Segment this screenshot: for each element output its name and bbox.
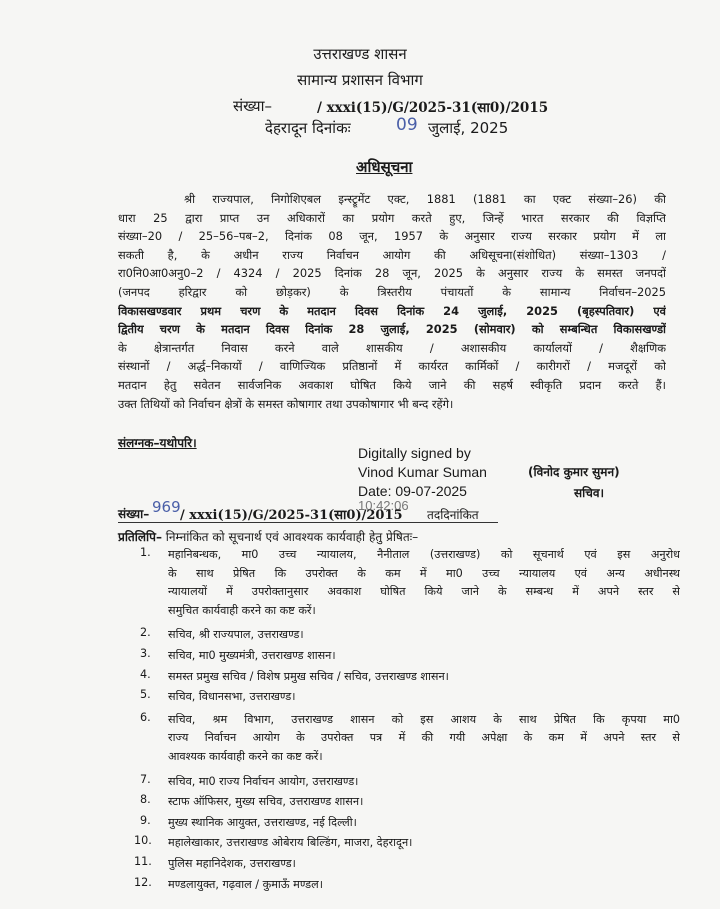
list-item — [140, 688, 680, 707]
copy-number-label: संख्या– — [118, 507, 150, 521]
body-line: द्वितीय चरण के मतदान दिवस दिनांक 28 जुलाई, 2025 (सोमवार) को सम्बन्धित विकासखण्डों — [118, 322, 666, 337]
body-line: रा0नि0आ0अनु0–2 / 4324 / 2025 दिनांक 28 जून, 2025 के अनुसार राज्य के समस्त जनपदों — [118, 266, 666, 281]
place-date-label: देहरादून दिनांकः — [265, 119, 351, 137]
copy-intro-label: प्रतिलिपि– — [118, 530, 162, 544]
list-item-line: समस्त प्रमुख सचिव / विशेष प्रमुख सचिव / सचिव, उत्तराखण्ड शासन। — [168, 669, 449, 683]
list-item — [140, 773, 680, 792]
digital-signature-date: Date: 09-07-2025 — [358, 483, 467, 499]
body-line: सकती है, के अधीन राज्य निर्वाचन आयोग की अधिसूचना(संशोधित) संख्या–1303 / — [118, 247, 666, 262]
list-item-line: सचिव, मा0 राज्य निर्वाचन आयोग, उत्तराखण्ड। — [168, 774, 359, 788]
body-line: संस्थानों / अर्द्ध–निकायों / वाणिज्यिक प्रतिष्ठानों में कार्यरत कार्मिकों / कारीगरों / मजदूरों को — [118, 359, 666, 374]
list-item — [134, 854, 680, 874]
copy-date-suffix: तददिनांकित — [427, 508, 479, 522]
list-item-number: 2. — [140, 626, 151, 640]
list-item-number: 6. — [140, 710, 151, 724]
list-item-line: मण्डलायुक्त, गढ़वाल / कुमाऊँ मण्डल। — [168, 877, 323, 891]
list-item-line: सचिव, विधानसभा, उत्तराखण्ड। — [168, 690, 296, 704]
list-item-line: समुचित कार्यवाही करने का कष्ट करें। — [168, 603, 316, 617]
enclosure-note: संलग्नक–यथोपरि। — [118, 436, 197, 450]
list-item-number: 12. — [134, 875, 152, 889]
printed-date: जुलाई, 2025 — [428, 119, 509, 137]
list-item-line: आवश्यक कार्यवाही करने का कष्ट करें। — [168, 749, 323, 763]
copy-intro — [118, 528, 418, 545]
list-item-number: 7. — [140, 772, 151, 786]
body-line: मतदान हेतु सवेतन सार्वजनिक अवकाश घोषित किये जाने की सहर्ष स्वीकृति प्रदान करते हैं। — [118, 377, 666, 392]
list-item-number: 4. — [140, 667, 151, 681]
body-line: संख्या–20 / 25–56–पब–2, दिनांक 08 जून, 1957 के अनुसार राज्य सरकार प्रयोग में ला — [118, 229, 666, 244]
list-item — [140, 546, 680, 620]
list-item — [140, 668, 680, 687]
order-number-value: / xxxi(15)/G/2025-31(सा0)/2015 — [317, 100, 549, 116]
list-item — [140, 814, 680, 833]
list-item — [140, 626, 680, 645]
copy-number-value: / xxxi(15)/G/2025-31(सा0)/2015 — [180, 508, 403, 523]
digital-signature-line1: Digitally signed by — [358, 445, 471, 461]
list-item — [140, 793, 680, 812]
list-item — [140, 711, 680, 767]
list-item-line: महालेखाकार, उत्तराखण्ड ओबेराय बिल्डिंग, माजरा, देहरादून। — [168, 836, 413, 850]
body-line: श्री राज्यपाल, निगोशिएबल इन्स्ट्रूमेंट एक्ट, 1881 (1881 का एक्ट संख्या–26) की — [184, 192, 666, 206]
list-item-number: 3. — [140, 646, 151, 660]
copy-handwritten-number: 969 — [152, 498, 181, 516]
copy-recipient-list — [134, 546, 680, 894]
list-item — [134, 875, 680, 895]
list-item-number: 8. — [140, 793, 151, 807]
body-line: (जनपद हरिद्वार को छोड़कर) के त्रिस्तरीय पंचायतों के सामान्य निर्वाचन–2025 — [118, 284, 666, 299]
copy-ref-underline — [118, 522, 498, 523]
body-line: उक्त तिथियों को निर्वाचन क्षेत्रों के समस्त कोषागार तथा उपकोषागार भी बन्द रहेंगे। — [118, 396, 454, 411]
handwritten-date: 09 — [396, 115, 418, 135]
signatory-designation: सचिव। — [574, 486, 605, 500]
list-item-line: न्यायालयों में उपरोक्तानुसार अवकाश घोषित किये जाने के सम्बन्ध में अपने स्तर से — [168, 585, 680, 599]
notification-body — [118, 190, 666, 413]
list-item-line: राज्य निर्वाचन आयोग के उपरोक्त पत्र में की गयी अपेक्षा के कम में अपने स्तर से — [168, 731, 680, 745]
list-item-line: सचिव, श्रम विभाग, उत्तराखण्ड शासन को इस आशय के साथ प्रेषित कि कृपया मा0 — [168, 712, 680, 726]
body-line: के क्षेत्रान्तर्गत निवास करने वाले शासकीय / अशासकीय कार्यालयों / शैक्षणिक — [118, 340, 666, 355]
list-item-number: 5. — [140, 688, 151, 702]
digital-signature-name: Vinod Kumar Suman — [358, 464, 487, 480]
list-item-line: के साथ प्रेषित कि उपरोक्त के कम में मा0 उच्च न्यायालय एवं अन्य अधीनस्थ — [168, 566, 680, 580]
list-item-line: सचिव, मा0 मुख्यमंत्री, उत्तराखण्ड शासन। — [168, 648, 336, 662]
list-item — [134, 834, 680, 853]
signatory-hindi-name: (विनोद कुमार सुमन) — [528, 465, 620, 479]
list-item-line: पुलिस महानिदेशक, उत्तराखण्ड। — [168, 856, 296, 870]
list-item-number: 9. — [140, 813, 151, 827]
body-line: धारा 25 द्वारा प्राप्त उन अधिकारों का प्रयोग करते हुए, जिन्हें भारत सरकार की विज्ञप्ति — [118, 210, 666, 225]
list-item — [140, 647, 680, 666]
government-name: उत्तराखण्ड शासन — [313, 45, 407, 63]
list-item-number: 10. — [134, 834, 152, 848]
list-item-number: 1. — [140, 546, 151, 559]
list-item-line: महानिबन्धक, मा0 उच्च न्यायालय, नैनीताल (उत्तराखण्ड) को सूचनार्थ एवं इस अनुरोध — [168, 548, 680, 561]
body-line: विकासखण्डवार प्रथम चरण के मतदान दिवस दिनांक 24 जुलाई, 2025 (बृहस्पतिवार) एवं — [118, 303, 666, 318]
list-item-line: सचिव, श्री राज्यपाल, उत्तराखण्ड। — [168, 628, 304, 642]
list-item-line: मुख्य स्थानिक आयुक्त, उत्तराखण्ड, नई दिल्ली। — [168, 815, 357, 829]
list-item-number: 11. — [134, 854, 152, 868]
department-name: सामान्य प्रशासन विभाग — [297, 71, 423, 89]
list-item-line: स्टाफ ऑफिसर, मुख्य सचिव, उत्तराखण्ड शासन। — [168, 795, 364, 809]
order-number-label: संख्या– — [233, 97, 273, 115]
copy-intro-text: निम्नांकित को सूचनार्थ एवं आवश्यक कार्यवाही हेतु प्रेषितः– — [165, 530, 419, 544]
document-title: अधिसूचना — [356, 158, 413, 176]
digital-signature-time: 10:42:06 — [358, 498, 409, 513]
